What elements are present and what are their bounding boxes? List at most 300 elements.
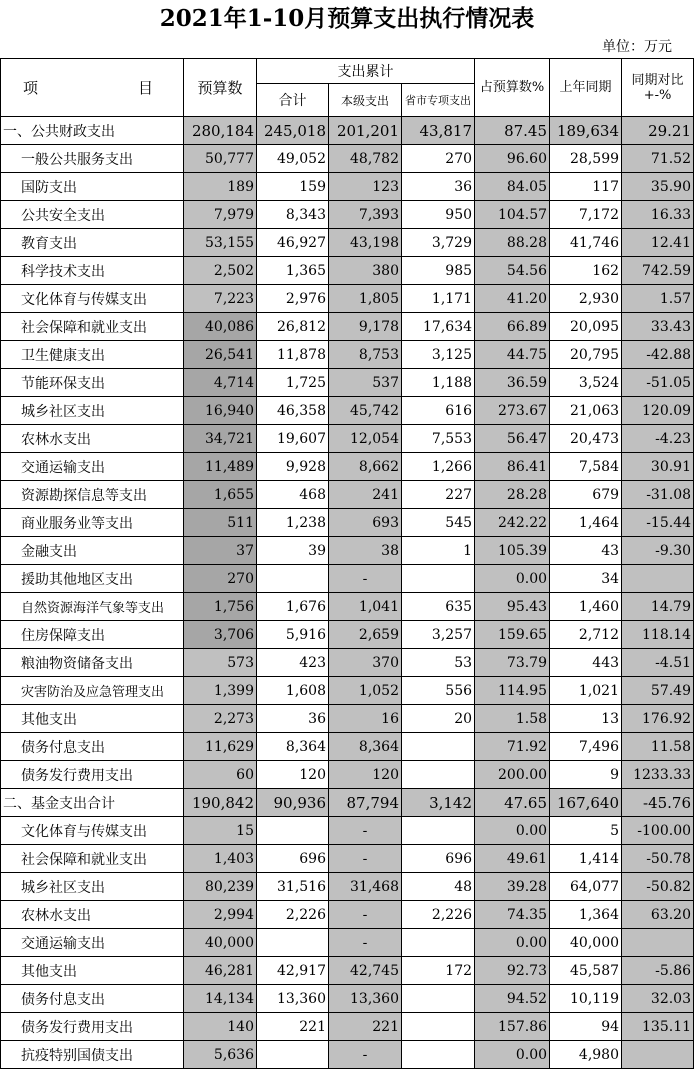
row-own: 380 bbox=[329, 257, 402, 285]
row-last-year: 1,464 bbox=[550, 509, 622, 537]
row-pct: 28.28 bbox=[475, 481, 550, 509]
row-budget: 280,184 bbox=[184, 117, 257, 145]
row-special: 3,125 bbox=[402, 341, 475, 369]
row-yoy: -45.76 bbox=[622, 789, 694, 817]
row-own: 8,364 bbox=[329, 733, 402, 761]
row-special: 635 bbox=[402, 593, 475, 621]
header-yoy: 同期对比+-% bbox=[622, 59, 694, 117]
row-name: 其他支出 bbox=[1, 957, 184, 985]
row-total: 5,916 bbox=[257, 621, 329, 649]
row-name: 一、公共财政支出 bbox=[1, 117, 184, 145]
row-last-year: 43 bbox=[550, 537, 622, 565]
row-name: 文化体育与传媒支出 bbox=[1, 285, 184, 313]
row-last-year: 7,584 bbox=[550, 453, 622, 481]
header-budget: 预算数 bbox=[184, 59, 257, 117]
row-pct: 66.89 bbox=[475, 313, 550, 341]
table-row bbox=[1, 257, 694, 285]
row-special: 1,266 bbox=[402, 453, 475, 481]
row-last-year: 64,077 bbox=[550, 873, 622, 901]
table-row bbox=[1, 453, 694, 481]
row-yoy: -42.88 bbox=[622, 341, 694, 369]
row-yoy: -50.78 bbox=[622, 845, 694, 873]
row-last-year: 40,000 bbox=[550, 929, 622, 957]
row-last-year: 45,587 bbox=[550, 957, 622, 985]
row-yoy: -50.82 bbox=[622, 873, 694, 901]
row-own: - bbox=[329, 845, 402, 873]
table-row bbox=[1, 565, 694, 593]
row-yoy: 1233.33 bbox=[622, 761, 694, 789]
row-own: 87,794 bbox=[329, 789, 402, 817]
row-yoy: -9.30 bbox=[622, 537, 694, 565]
table-row bbox=[1, 621, 694, 649]
row-total: 49,052 bbox=[257, 145, 329, 173]
row-budget: 60 bbox=[184, 761, 257, 789]
row-special bbox=[402, 817, 475, 845]
row-budget: 4,714 bbox=[184, 369, 257, 397]
row-special: 17,634 bbox=[402, 313, 475, 341]
row-pct: 73.79 bbox=[475, 649, 550, 677]
table-row bbox=[1, 313, 694, 341]
table-row bbox=[1, 229, 694, 257]
row-budget: 1,403 bbox=[184, 845, 257, 873]
row-name: 债务发行费用支出 bbox=[1, 761, 184, 789]
row-own: 43,198 bbox=[329, 229, 402, 257]
row-yoy: 135.11 bbox=[622, 1013, 694, 1041]
row-pct: 47.65 bbox=[475, 789, 550, 817]
row-pct: 104.57 bbox=[475, 201, 550, 229]
row-name: 粮油物资储备支出 bbox=[1, 649, 184, 677]
row-special: 227 bbox=[402, 481, 475, 509]
row-own: 38 bbox=[329, 537, 402, 565]
row-total: 468 bbox=[257, 481, 329, 509]
row-last-year: 189,634 bbox=[550, 117, 622, 145]
row-pct: 95.43 bbox=[475, 593, 550, 621]
row-name: 社会保障和就业支出 bbox=[1, 313, 184, 341]
row-name: 一般公共服务支出 bbox=[1, 145, 184, 173]
row-own: 241 bbox=[329, 481, 402, 509]
row-pct: 273.67 bbox=[475, 397, 550, 425]
row-yoy: 742.59 bbox=[622, 257, 694, 285]
row-pct: 94.52 bbox=[475, 985, 550, 1013]
row-special: 172 bbox=[402, 957, 475, 985]
table-row bbox=[1, 537, 694, 565]
row-last-year: 20,795 bbox=[550, 341, 622, 369]
row-total: 9,928 bbox=[257, 453, 329, 481]
table-row bbox=[1, 901, 694, 929]
row-total: 39 bbox=[257, 537, 329, 565]
row-special: 53 bbox=[402, 649, 475, 677]
row-pct: 44.75 bbox=[475, 341, 550, 369]
row-yoy: 11.58 bbox=[622, 733, 694, 761]
row-last-year: 41,746 bbox=[550, 229, 622, 257]
row-special: 2,226 bbox=[402, 901, 475, 929]
row-special: 48 bbox=[402, 873, 475, 901]
row-total: 696 bbox=[257, 845, 329, 873]
row-name: 灾害防治及应急管理支出 bbox=[1, 677, 184, 705]
row-pct: 0.00 bbox=[475, 1041, 550, 1069]
row-special: 36 bbox=[402, 173, 475, 201]
table-row bbox=[1, 677, 694, 705]
row-last-year: 1,021 bbox=[550, 677, 622, 705]
row-total: 120 bbox=[257, 761, 329, 789]
row-special bbox=[402, 733, 475, 761]
row-yoy bbox=[622, 1041, 694, 1069]
row-yoy: -4.51 bbox=[622, 649, 694, 677]
row-total: 1,676 bbox=[257, 593, 329, 621]
row-pct: 200.00 bbox=[475, 761, 550, 789]
row-total: 11,878 bbox=[257, 341, 329, 369]
row-budget: 3,706 bbox=[184, 621, 257, 649]
row-special: 3,729 bbox=[402, 229, 475, 257]
row-own: 693 bbox=[329, 509, 402, 537]
row-name: 抗疫特别国债支出 bbox=[1, 1041, 184, 1069]
header-item: 项 目 bbox=[1, 59, 184, 117]
row-own: 221 bbox=[329, 1013, 402, 1041]
row-pct: 0.00 bbox=[475, 565, 550, 593]
row-pct: 105.39 bbox=[475, 537, 550, 565]
table-row bbox=[1, 649, 694, 677]
row-name: 农林水支出 bbox=[1, 425, 184, 453]
table-row bbox=[1, 929, 694, 957]
row-last-year: 1,364 bbox=[550, 901, 622, 929]
row-yoy: 71.52 bbox=[622, 145, 694, 173]
row-last-year: 443 bbox=[550, 649, 622, 677]
row-budget: 40,086 bbox=[184, 313, 257, 341]
row-pct: 157.86 bbox=[475, 1013, 550, 1041]
row-own: 9,178 bbox=[329, 313, 402, 341]
row-budget: 14,134 bbox=[184, 985, 257, 1013]
row-budget: 40,000 bbox=[184, 929, 257, 957]
row-budget: 140 bbox=[184, 1013, 257, 1041]
row-yoy: 120.09 bbox=[622, 397, 694, 425]
row-special bbox=[402, 1041, 475, 1069]
row-yoy: 32.03 bbox=[622, 985, 694, 1013]
row-budget: 26,541 bbox=[184, 341, 257, 369]
row-total bbox=[257, 929, 329, 957]
row-budget: 1,655 bbox=[184, 481, 257, 509]
row-name: 交通运输支出 bbox=[1, 453, 184, 481]
row-own: 13,360 bbox=[329, 985, 402, 1013]
table-row bbox=[1, 761, 694, 789]
row-special: 3,142 bbox=[402, 789, 475, 817]
row-pct: 159.65 bbox=[475, 621, 550, 649]
row-name: 二、基金支出合计 bbox=[1, 789, 184, 817]
table-row bbox=[1, 733, 694, 761]
table-row bbox=[1, 341, 694, 369]
row-yoy: 176.92 bbox=[622, 705, 694, 733]
row-name: 债务发行费用支出 bbox=[1, 1013, 184, 1041]
row-total: 245,018 bbox=[257, 117, 329, 145]
row-budget: 5,636 bbox=[184, 1041, 257, 1069]
table-row bbox=[1, 593, 694, 621]
row-total bbox=[257, 1041, 329, 1069]
table-row bbox=[1, 985, 694, 1013]
row-name: 债务付息支出 bbox=[1, 733, 184, 761]
row-name: 商业服务业等支出 bbox=[1, 509, 184, 537]
table-row bbox=[1, 817, 694, 845]
row-own: 2,659 bbox=[329, 621, 402, 649]
row-total: 46,927 bbox=[257, 229, 329, 257]
row-last-year: 1,414 bbox=[550, 845, 622, 873]
table-row bbox=[1, 509, 694, 537]
row-budget: 2,273 bbox=[184, 705, 257, 733]
row-name: 国防支出 bbox=[1, 173, 184, 201]
row-special: 1,171 bbox=[402, 285, 475, 313]
row-special: 270 bbox=[402, 145, 475, 173]
row-last-year: 167,640 bbox=[550, 789, 622, 817]
row-last-year: 13 bbox=[550, 705, 622, 733]
row-total: 19,607 bbox=[257, 425, 329, 453]
table-row bbox=[1, 481, 694, 509]
row-last-year: 7,172 bbox=[550, 201, 622, 229]
row-own: 123 bbox=[329, 173, 402, 201]
row-yoy: 14.79 bbox=[622, 593, 694, 621]
row-own: 201,201 bbox=[329, 117, 402, 145]
row-pct: 74.35 bbox=[475, 901, 550, 929]
row-total: 36 bbox=[257, 705, 329, 733]
row-name: 卫生健康支出 bbox=[1, 341, 184, 369]
row-pct: 54.56 bbox=[475, 257, 550, 285]
row-budget: 1,399 bbox=[184, 677, 257, 705]
row-own: 42,745 bbox=[329, 957, 402, 985]
row-budget: 50,777 bbox=[184, 145, 257, 173]
row-budget: 7,223 bbox=[184, 285, 257, 313]
row-last-year: 3,524 bbox=[550, 369, 622, 397]
row-special: 1 bbox=[402, 537, 475, 565]
row-name: 交通运输支出 bbox=[1, 929, 184, 957]
row-special bbox=[402, 985, 475, 1013]
row-yoy bbox=[622, 929, 694, 957]
page-title: 2021年1-10月预算支出执行情况表 bbox=[159, 5, 535, 32]
row-name: 城乡社区支出 bbox=[1, 873, 184, 901]
row-own: 16 bbox=[329, 705, 402, 733]
row-name: 教育支出 bbox=[1, 229, 184, 257]
row-name: 城乡社区支出 bbox=[1, 397, 184, 425]
row-special bbox=[402, 929, 475, 957]
row-total: 221 bbox=[257, 1013, 329, 1041]
table-row bbox=[1, 397, 694, 425]
header-own: 本级支出 bbox=[329, 84, 402, 117]
row-name: 住房保障支出 bbox=[1, 621, 184, 649]
row-total: 1,725 bbox=[257, 369, 329, 397]
row-last-year: 679 bbox=[550, 481, 622, 509]
table-row bbox=[1, 789, 694, 817]
row-name: 援助其他地区支出 bbox=[1, 565, 184, 593]
row-total bbox=[257, 817, 329, 845]
row-last-year: 9 bbox=[550, 761, 622, 789]
row-yoy: 29.21 bbox=[622, 117, 694, 145]
row-budget: 11,489 bbox=[184, 453, 257, 481]
row-budget: 34,721 bbox=[184, 425, 257, 453]
row-name: 公共安全支出 bbox=[1, 201, 184, 229]
header-special: 省市专项支出 bbox=[402, 84, 475, 117]
row-last-year: 34 bbox=[550, 565, 622, 593]
row-yoy: -31.08 bbox=[622, 481, 694, 509]
row-special: 950 bbox=[402, 201, 475, 229]
row-own: - bbox=[329, 1041, 402, 1069]
row-yoy: 35.90 bbox=[622, 173, 694, 201]
row-name: 文化体育与传媒支出 bbox=[1, 817, 184, 845]
table-row bbox=[1, 285, 694, 313]
table-row bbox=[1, 425, 694, 453]
row-name: 社会保障和就业支出 bbox=[1, 845, 184, 873]
row-total: 26,812 bbox=[257, 313, 329, 341]
row-total: 8,343 bbox=[257, 201, 329, 229]
row-total: 423 bbox=[257, 649, 329, 677]
header-cumulative: 支出累计 bbox=[257, 59, 475, 84]
row-special: 20 bbox=[402, 705, 475, 733]
row-last-year: 20,473 bbox=[550, 425, 622, 453]
row-special: 3,257 bbox=[402, 621, 475, 649]
row-special: 616 bbox=[402, 397, 475, 425]
row-special: 545 bbox=[402, 509, 475, 537]
row-own: 12,054 bbox=[329, 425, 402, 453]
row-budget: 1,756 bbox=[184, 593, 257, 621]
table-row bbox=[1, 845, 694, 873]
row-name: 金融支出 bbox=[1, 537, 184, 565]
row-pct: 0.00 bbox=[475, 817, 550, 845]
row-pct: 114.95 bbox=[475, 677, 550, 705]
row-own: 120 bbox=[329, 761, 402, 789]
row-total: 2,226 bbox=[257, 901, 329, 929]
row-budget: 190,842 bbox=[184, 789, 257, 817]
row-own: 48,782 bbox=[329, 145, 402, 173]
row-special: 696 bbox=[402, 845, 475, 873]
row-yoy: 12.41 bbox=[622, 229, 694, 257]
row-total: 2,976 bbox=[257, 285, 329, 313]
row-pct: 36.59 bbox=[475, 369, 550, 397]
row-budget: 7,979 bbox=[184, 201, 257, 229]
table-row bbox=[1, 369, 694, 397]
row-pct: 56.47 bbox=[475, 425, 550, 453]
header-total: 合计 bbox=[257, 84, 329, 117]
row-yoy: 33.43 bbox=[622, 313, 694, 341]
row-total: 1,238 bbox=[257, 509, 329, 537]
row-last-year: 20,095 bbox=[550, 313, 622, 341]
row-yoy: -5.86 bbox=[622, 957, 694, 985]
row-own: 1,041 bbox=[329, 593, 402, 621]
table-row bbox=[1, 201, 694, 229]
row-special: 556 bbox=[402, 677, 475, 705]
row-pct: 92.73 bbox=[475, 957, 550, 985]
row-last-year: 4,980 bbox=[550, 1041, 622, 1069]
row-pct: 88.28 bbox=[475, 229, 550, 257]
row-last-year: 2,930 bbox=[550, 285, 622, 313]
table-row bbox=[1, 173, 694, 201]
row-pct: 84.05 bbox=[475, 173, 550, 201]
row-budget: 53,155 bbox=[184, 229, 257, 257]
row-yoy: 30.91 bbox=[622, 453, 694, 481]
row-own: 7,393 bbox=[329, 201, 402, 229]
row-yoy: 1.57 bbox=[622, 285, 694, 313]
row-own: 1,052 bbox=[329, 677, 402, 705]
row-last-year: 94 bbox=[550, 1013, 622, 1041]
row-pct: 1.58 bbox=[475, 705, 550, 733]
row-pct: 87.45 bbox=[475, 117, 550, 145]
row-pct: 86.41 bbox=[475, 453, 550, 481]
row-special: 1,188 bbox=[402, 369, 475, 397]
header-last-year: 上年同期 bbox=[550, 59, 622, 117]
row-pct: 242.22 bbox=[475, 509, 550, 537]
row-last-year: 2,712 bbox=[550, 621, 622, 649]
row-special: 43,817 bbox=[402, 117, 475, 145]
row-special bbox=[402, 565, 475, 593]
table-row bbox=[1, 957, 694, 985]
row-total bbox=[257, 565, 329, 593]
table-row bbox=[1, 873, 694, 901]
table-row bbox=[1, 1041, 694, 1069]
row-last-year: 117 bbox=[550, 173, 622, 201]
row-own: 31,468 bbox=[329, 873, 402, 901]
row-name: 科学技术支出 bbox=[1, 257, 184, 285]
row-total: 1,365 bbox=[257, 257, 329, 285]
row-last-year: 5 bbox=[550, 817, 622, 845]
table-row bbox=[1, 705, 694, 733]
row-total: 1,608 bbox=[257, 677, 329, 705]
row-pct: 39.28 bbox=[475, 873, 550, 901]
row-total: 13,360 bbox=[257, 985, 329, 1013]
row-yoy: -51.05 bbox=[622, 369, 694, 397]
row-total: 42,917 bbox=[257, 957, 329, 985]
row-last-year: 21,063 bbox=[550, 397, 622, 425]
row-own: 8,662 bbox=[329, 453, 402, 481]
row-yoy: -4.23 bbox=[622, 425, 694, 453]
row-own: - bbox=[329, 901, 402, 929]
header-pct-budget: 占预算数% bbox=[475, 59, 550, 117]
row-budget: 80,239 bbox=[184, 873, 257, 901]
row-own: 45,742 bbox=[329, 397, 402, 425]
row-budget: 46,281 bbox=[184, 957, 257, 985]
row-total: 8,364 bbox=[257, 733, 329, 761]
table-row bbox=[1, 145, 694, 173]
row-budget: 2,502 bbox=[184, 257, 257, 285]
row-name: 资源勘探信息等支出 bbox=[1, 481, 184, 509]
budget-table bbox=[0, 58, 694, 1069]
row-special bbox=[402, 1013, 475, 1041]
row-budget: 573 bbox=[184, 649, 257, 677]
row-budget: 16,940 bbox=[184, 397, 257, 425]
row-budget: 270 bbox=[184, 565, 257, 593]
table-row bbox=[1, 117, 694, 145]
row-last-year: 7,496 bbox=[550, 733, 622, 761]
row-budget: 15 bbox=[184, 817, 257, 845]
row-pct: 0.00 bbox=[475, 929, 550, 957]
row-pct: 96.60 bbox=[475, 145, 550, 173]
row-special: 7,553 bbox=[402, 425, 475, 453]
row-budget: 37 bbox=[184, 537, 257, 565]
unit-label: 单位：万元 bbox=[602, 39, 672, 55]
row-last-year: 10,119 bbox=[550, 985, 622, 1013]
row-budget: 2,994 bbox=[184, 901, 257, 929]
row-yoy: 118.14 bbox=[622, 621, 694, 649]
row-special bbox=[402, 761, 475, 789]
row-own: 537 bbox=[329, 369, 402, 397]
row-budget: 511 bbox=[184, 509, 257, 537]
row-name: 自然资源海洋气象等支出 bbox=[1, 593, 184, 621]
row-yoy: -100.00 bbox=[622, 817, 694, 845]
row-yoy: 16.33 bbox=[622, 201, 694, 229]
row-pct: 71.92 bbox=[475, 733, 550, 761]
row-own: 8,753 bbox=[329, 341, 402, 369]
row-yoy: -15.44 bbox=[622, 509, 694, 537]
row-own: - bbox=[329, 565, 402, 593]
row-name: 债务付息支出 bbox=[1, 985, 184, 1013]
row-own: 370 bbox=[329, 649, 402, 677]
row-yoy bbox=[622, 565, 694, 593]
row-own: 1,805 bbox=[329, 285, 402, 313]
row-total: 46,358 bbox=[257, 397, 329, 425]
row-name: 其他支出 bbox=[1, 705, 184, 733]
